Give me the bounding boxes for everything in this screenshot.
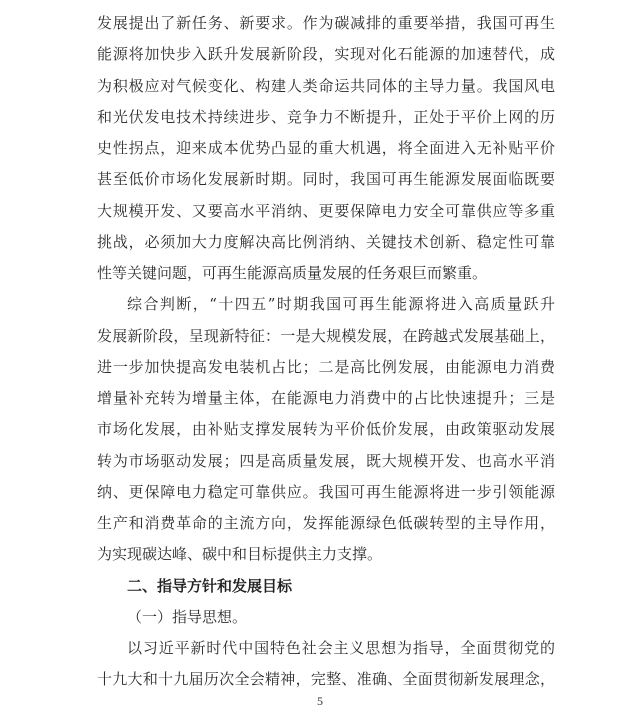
text-line: 十九大和十九届历次全会精神，完整、准确、全面贯彻新发展理念，: [97, 670, 555, 689]
section-heading: 二、指导方针和发展目标: [127, 576, 293, 595]
text-line: 进一步加快提高发电装机占比；二是高比例发展，由能源电力消费: [97, 357, 555, 376]
text-line: 增量补充转为增量主体，在能源电力消费中的占比快速提升；三是: [97, 389, 555, 407]
text-line: 性等关键问题，可再生能源高质量发展的任务艰巨而繁重。: [97, 264, 488, 282]
text-line: 为积极应对气候变化、构建人类命运共同体的主导力量。我国风电: [97, 76, 555, 95]
text-line: 甚至低价市场化发展新时期。同时，我国可再生能源发展面临既要: [97, 170, 555, 189]
text-line: 市场化发展，由补贴支撑发展转为平价低价发展，由政策驱动发展: [97, 420, 555, 439]
subsection-heading: （一）指导思想。: [127, 607, 248, 626]
text-line: 生产和消费革命的主流方向，发挥能源绿色低碳转型的主导作用，: [97, 514, 555, 532]
text-line: 为实现碳达峰、碳中和目标提供主力支撑。: [97, 545, 383, 564]
text-line: 大规模开发、又要高水平消纳、更要保障电力安全可靠供应等多重: [97, 201, 555, 220]
text-line: 史性拐点，迎来成本优势凸显的重大机遇，将全面进入无补贴平价: [97, 139, 555, 157]
paragraph-first-line: 以习近平新时代中国特色社会主义思想为指导，全面贯彻党的: [127, 639, 555, 657]
text-line: 纳、更保障电力稳定可靠供应。我国可再生能源将进一步引领能源: [97, 482, 555, 501]
text-line: 发展提出了新任务、新要求。作为碳减排的重要举措，我国可再生: [97, 14, 555, 32]
text-line: 发展新阶段，呈现新特征：一是大规模发展，在跨越式发展基础上，: [97, 326, 555, 345]
text-line: 能源将加快步入跃升发展新阶段，实现对化石能源的加速替代，成: [97, 45, 555, 64]
text-line: 挑战，必须加大力度解决高比例消纳、关键技术创新、稳定性可靠: [97, 232, 555, 251]
page-number: 5: [317, 694, 323, 708]
text-line: 转为市场驱动发展；四是高质量发展，既大规模开发、也高水平消: [97, 451, 555, 470]
text-line: 和光伏发电技术持续进步、竞争力不断提升，正处于平价上网的历: [97, 107, 555, 126]
paragraph-first-line: 综合判断，“十四五”时期我国可再生能源将进入高质量跃升: [127, 295, 555, 314]
document-body: [97, 8, 555, 696]
